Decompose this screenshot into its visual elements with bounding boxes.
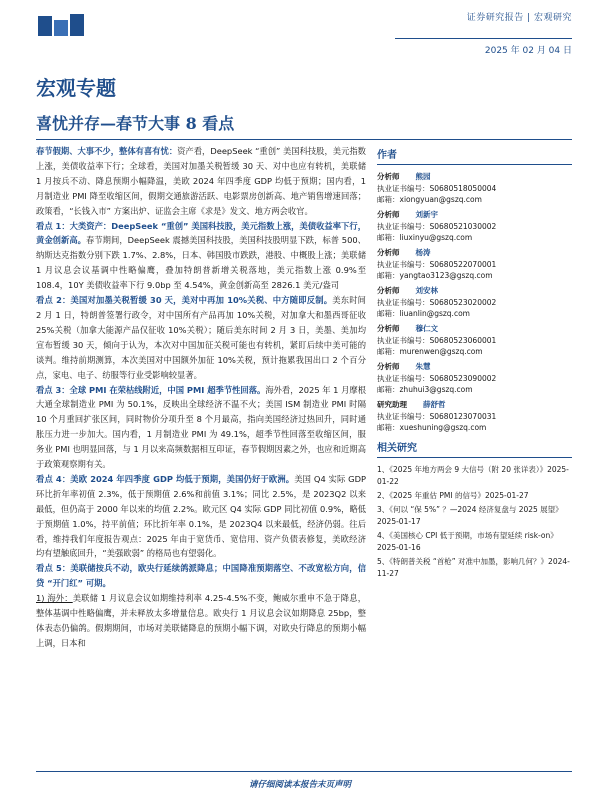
analyst-role: 研究助理 (377, 400, 407, 409)
title-divider (36, 139, 572, 140)
analyst-name: 穆仁文 (415, 324, 438, 333)
related-report-link[interactable]: 5、《特朗普关税 “首枪” 对准中加墨，影响几何？》2024-11-27 (377, 557, 570, 578)
body-paragraph (36, 144, 366, 219)
paragraph-text: 资产看，DeepSeek “重创” 美国科技股，美元指数上涨，美债收益率下行；全球看，美国对加墨关税暂缓 30 天、对中也应有转机，美联储 1 月按兵不动、降息预期小幅降温，美欧 2024 年四季度 GDP 均低于预期；国内看，1 月制造业 PMI 降至收缩区间，假期交通旅游活跃、电影票房创新高、地产销售增速回落；政策看，“长钱入市” 方案出炉、证监会主席《求是》发文、地方两会收官。 (36, 146, 366, 216)
analyst-role: 分析师 (377, 172, 400, 181)
analyst-cert: 执业证书编号：S0680521030002 (377, 222, 497, 231)
analyst-list (377, 171, 572, 433)
analyst-email[interactable]: 邮箱：liuxinyu@gszq.com (377, 233, 473, 242)
paragraph-lead: 看点 2：美国对加墨关税暂缓 30 天，美对中再加 10%关税、中方随即反制。 (36, 295, 333, 306)
related-report-link[interactable]: 4、《美国核心 CPI 低于预期，市场有望延续 risk-on》2025-01-16 (377, 531, 558, 552)
paragraph-text: 美东时间 2 月 1 日，特朗普签署行政令，对中国所有产品再加 10%关税，对加拿大和墨西哥征收 25%关税（加拿大能源产品仅征收 10%关税）；随后美东时间 2 月 3 日，美墨、美加均宣布暂缓 30 天，倾向于认为，本次对中国加征关税可能也有转机，紧盯后续中美可能的谈判。维持前期测算，本次美国对中国额外加征 10%关税，预计拖累我国出口 2 个百分点，家电、电子、纺服等行业受影响较显著。 (36, 295, 366, 380)
analyst-name: 熊园 (415, 172, 431, 181)
paragraph-text: 美联储 1 月议息会议如期维持利率 4.25-4.5%不变，鲍威尔重申不急于降息，整体基调中性略偏鹰，并未释放太多增量信息。欧央行 1 月议息会议如期降息 25bp，整体表态仍偏鸽。假期期间，市场对美联储降息的预期小幅下调，对欧央行降息的预期小幅上调，日本和 (36, 593, 366, 648)
paragraph-text: 美国 Q4 实际 GDP 环比折年率初值 2.3%，低于预期值 2.6%和前值 3.1%；同比 2.5%，是 2023Q2 以来最低，但仍高于 2000 年以来的均值 2.2%。欧元区 Q4 实际 GDP 同比初值 0.9%，略低于预期值 1.0%，持平前值；环比折年率 0.1%，是 2023Q4 以来最低，经济仍弱。往后看，维持我们年度报告观点：2025 年由于宽货币、宽信用、资产负债表修复，美欧经济均有望触底回升，“美强欧弱” 的格局也有望弱化。 (36, 473, 367, 559)
header-divider (395, 38, 572, 39)
sidebar (377, 146, 572, 582)
analyst-role: 分析师 (377, 286, 400, 295)
analyst-cert: 执业证书编号：S0680523020002 (377, 298, 497, 307)
analyst-cert: 执业证书编号：S0680523090002 (377, 374, 497, 383)
report-body (36, 144, 366, 651)
analyst-entry (377, 247, 572, 281)
analyst-role: 分析师 (377, 248, 400, 257)
analyst-email[interactable]: 邮箱：murenwen@gszq.com (377, 347, 483, 356)
body-paragraph (36, 591, 366, 651)
analyst-name: 朱慧 (415, 362, 431, 371)
paragraph-text: 春节期间，DeepSeek 震撼美国科技股，美国科技股明显下跌，标普 500、纳斯达克指数分别下跌 1.7%、2.8%，日本、韩国股市跌跌，港股、中概股上涨；美联储 1 月议息会议基调中性略偏鹰，叠加特朗普新增关税落地，美元指数上涨 0.9%至 108.4，10Y 美债收益率下行 9.0bp 至 4.54%，黄金创新高至 2826.1 美元/盎司 (36, 235, 366, 291)
analyst-role: 分析师 (377, 362, 400, 371)
paragraph-prefix: 1) 海外： (36, 593, 73, 604)
analyst-name: 杨涛 (415, 248, 431, 257)
footer-disclaimer: 请仔细阅读本报告末页声明 (248, 780, 351, 790)
analyst-cert: 执业证书编号：S0680123070031 (377, 412, 497, 421)
analyst-header (377, 247, 572, 259)
footer-divider (36, 771, 572, 772)
body-paragraph (36, 561, 366, 591)
analyst-name: 薛舒哲 (423, 400, 446, 409)
gszq-logo-icon (36, 12, 88, 40)
paragraph-lead: 看点 1：大类资产：DeepSeek “重创” 美国科技股，美元指数上涨，美债收益率下行，黄金创新高。 (36, 220, 366, 246)
analyst-role: 分析师 (377, 324, 400, 333)
header-report-type (467, 10, 572, 23)
analyst-name: 刘新宇 (415, 210, 438, 219)
analyst-entry (377, 323, 572, 357)
analyst-name: 刘安林 (415, 286, 438, 295)
paragraph-lead: 春节假期、大事不少，整体有喜有忧： (36, 146, 178, 156)
related-report-link[interactable]: 2、《2025 年重估 PMI 的信号》2025-01-27 (377, 491, 529, 500)
analyst-email[interactable]: 邮箱：zhuhui3@gszq.com (377, 385, 473, 394)
analyst-cert: 执业证书编号：S0680518050004 (377, 184, 497, 193)
authors-heading: 作者 (377, 146, 572, 165)
paragraph-text: 海外看，2025 年 1 月摩根大通全球制造业 PMI 为 50.1%，反映出全球经济不温不火；美国 ISM 制造业 PMI 时隔 10 个月重回扩张区间，同时物价分项升至 8 个月最高，指向美国经济过热回升，同时通胀压力进一步加大。国内看，1 月制造业 PMI 为 49.1%，超季节性回落至收缩区间，服务业 PMI 也明显回落，与 1 月以来高频数据相互印证，春节假期因素之外，也应和近期高于政策观察期有关。 (36, 384, 366, 470)
analyst-email[interactable]: 邮箱：liuanlin@gszq.com (377, 309, 470, 318)
report-type-label: 证券研究报告 | 宏观研究 (466, 13, 572, 23)
related-report-link[interactable]: 3、《何以 “保 5%” ？—2024 经济复盘与 2025 展望》2025-01-17 (377, 505, 563, 526)
analyst-cert: 执业证书编号：S0680522070001 (377, 260, 497, 269)
analyst-cert: 执业证书编号：S0680523060001 (377, 336, 497, 345)
analyst-role: 分析师 (377, 210, 400, 219)
analyst-header (377, 209, 572, 221)
body-paragraph (36, 219, 366, 294)
body-paragraph (36, 383, 366, 472)
analyst-entry (377, 209, 572, 243)
analyst-header (377, 171, 572, 183)
analyst-entry (377, 285, 572, 319)
report-title: 喜忧并存—春节大事 8 看点 (36, 114, 235, 133)
report-category: 宏观专题 (36, 76, 116, 100)
analyst-header (377, 285, 572, 297)
paragraph-lead: 看点 5：美联储按兵不动，欧央行延续鸽派降息；中国降准预期落空、不改宽松方向，信贷 “开门红” 可期。 (36, 563, 366, 589)
analyst-email[interactable]: 邮箱：xiongyuan@gszq.com (377, 195, 482, 204)
paragraph-lead: 看点 3：全球 PMI 在荣枯线附近，中国 PMI 超季节性回落。 (36, 384, 266, 395)
body-paragraph (36, 293, 366, 382)
analyst-entry (377, 361, 572, 395)
analyst-entry (377, 171, 572, 205)
analyst-email[interactable]: 邮箱：yangtao3123@gszq.com (377, 271, 493, 280)
analyst-header (377, 361, 572, 373)
paragraph-lead: 看点 4：美欧 2024 年四季度 GDP 均低于预期，美国仍好于欧洲。 (36, 473, 295, 484)
related-report-link[interactable]: 1、《2025 年地方两会 9 大信号（附 20 张详表）》2025-01-22 (377, 465, 569, 486)
body-paragraph (36, 472, 366, 561)
related-list (377, 464, 572, 580)
report-date: 2025 年 02 月 04 日 (484, 46, 572, 56)
related-heading: 相关研究 (377, 439, 572, 458)
analyst-header (377, 399, 572, 411)
analyst-header (377, 323, 572, 335)
analyst-entry (377, 399, 572, 433)
analyst-email[interactable]: 邮箱：xueshuning@gszq.com (377, 423, 487, 432)
